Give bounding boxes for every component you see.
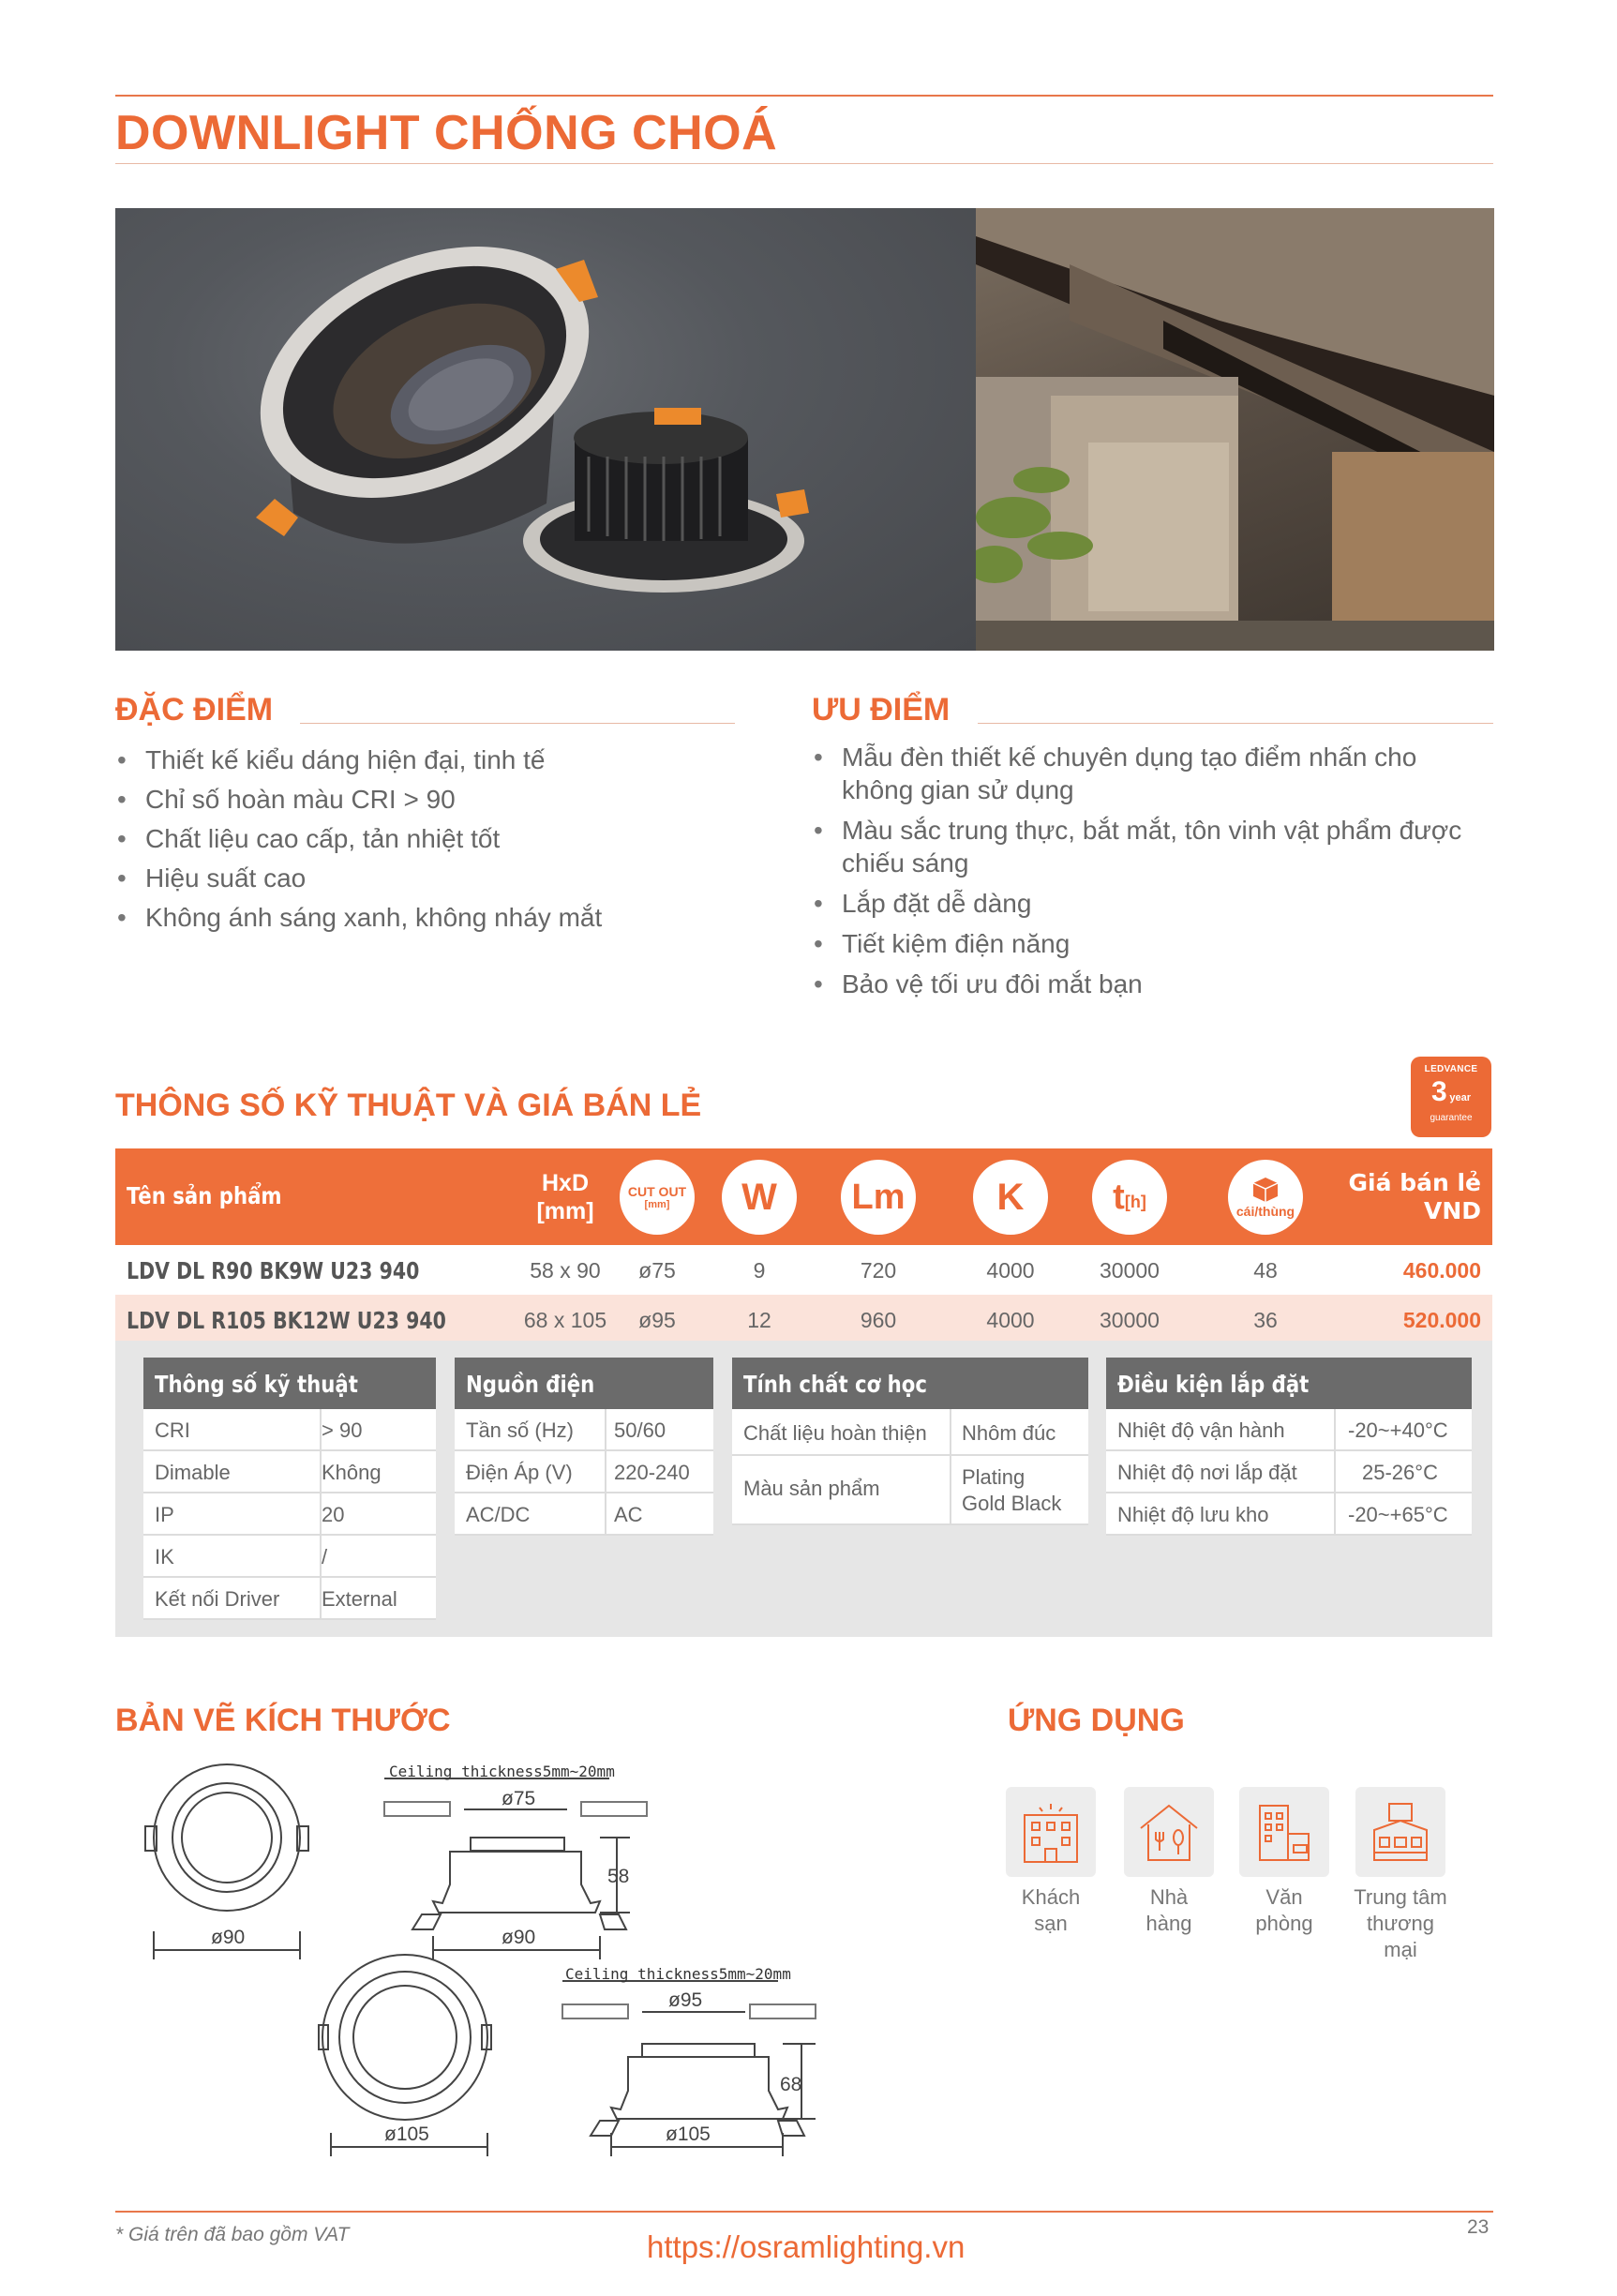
row-box: 48 bbox=[1253, 1258, 1278, 1283]
col-name: Tên sản phẩm bbox=[127, 1182, 282, 1209]
table-row: IP 20 bbox=[143, 1493, 436, 1536]
product-photo bbox=[115, 208, 976, 651]
guarantee-badge bbox=[1411, 1057, 1491, 1137]
mechanical-table bbox=[732, 1358, 1088, 1525]
list-item: • Không ánh sáng xanh, không nháy mắt bbox=[115, 898, 725, 938]
dim-h-2: 68 bbox=[780, 2074, 802, 2095]
row-kelvin: 4000 bbox=[986, 1258, 1035, 1283]
row-name: LDV DL R105 BK12W U23 940 bbox=[127, 1307, 446, 1334]
app-label-office: Văn phòng bbox=[1255, 1885, 1313, 1935]
install-heading: Điều kiện lắp đặt bbox=[1106, 1358, 1472, 1409]
advantages-list bbox=[812, 741, 1487, 1000]
table-row: Nhiệt độ vận hành -20~+40°C bbox=[1106, 1409, 1472, 1451]
website-link[interactable]: https://osramlighting.vn bbox=[647, 2229, 966, 2264]
advantages-heading: ƯU ĐIỂM bbox=[812, 692, 951, 728]
mechanical-heading: Tính chất cơ học bbox=[732, 1358, 1088, 1409]
tech-heading: Thông số kỹ thuật bbox=[143, 1358, 436, 1409]
list-item: • Màu sắc trung thực, bắt mắt, tôn vinh vật phẩm được chiếu sáng bbox=[812, 814, 1487, 879]
dim-base-1: ø90 bbox=[502, 1927, 536, 1948]
app-label-hotel: Khách sạn bbox=[1021, 1885, 1081, 1935]
table-row: Kết nối Driver External bbox=[143, 1578, 436, 1620]
row-box: 36 bbox=[1253, 1308, 1278, 1332]
kelvin-icon: K bbox=[973, 1160, 1048, 1235]
power-table bbox=[455, 1358, 713, 1536]
ceiling-label-1: Ceiling thickness5mm~20mm bbox=[389, 1763, 615, 1780]
box-icon: cái/thùng bbox=[1228, 1160, 1303, 1235]
restaurant-icon bbox=[1124, 1787, 1214, 1877]
mall-icon bbox=[1355, 1787, 1445, 1877]
row-kelvin: 4000 bbox=[986, 1308, 1035, 1332]
table-row: Tần số (Hz) 50/60 bbox=[455, 1409, 713, 1451]
row-life: 30000 bbox=[1100, 1308, 1160, 1332]
row-cutout: ø75 bbox=[638, 1258, 676, 1283]
dim-cut-2: ø95 bbox=[668, 1989, 703, 2011]
title-underline bbox=[115, 163, 1493, 164]
row-watt: 9 bbox=[753, 1258, 766, 1283]
specs-heading: THÔNG SỐ KỸ THUẬT VÀ GIÁ BÁN LẺ bbox=[115, 1088, 702, 1123]
watt-icon: W bbox=[722, 1160, 797, 1235]
spec-table-header bbox=[115, 1148, 1492, 1245]
badge-guarantee: guarantee bbox=[1430, 1113, 1473, 1123]
dimension-drawing bbox=[131, 1763, 825, 2175]
list-item: • Hiệu suất cao bbox=[115, 859, 725, 898]
col-price: Giá bán lẻ VND bbox=[1348, 1169, 1481, 1224]
list-item: • Tiết kiệm điện năng bbox=[812, 927, 1487, 960]
row-life: 30000 bbox=[1100, 1258, 1160, 1283]
row-lumen: 720 bbox=[860, 1258, 897, 1283]
office-icon bbox=[1239, 1787, 1329, 1877]
list-item: • Chất liệu cao cấp, tản nhiệt tốt bbox=[115, 819, 725, 859]
table-row bbox=[115, 1295, 1492, 1344]
table-row: AC/DC AC bbox=[455, 1493, 713, 1536]
list-item: • Chỉ số hoàn màu CRI > 90 bbox=[115, 780, 725, 819]
list-item: • Bảo vệ tối ưu đôi mắt bạn bbox=[812, 968, 1487, 1000]
table-row: IK / bbox=[143, 1536, 436, 1578]
features-heading: ĐẶC ĐIỂM bbox=[115, 692, 274, 728]
ceiling-label-2: Ceiling thickness5mm~20mm bbox=[565, 1965, 791, 1983]
dim-outer-1: ø90 bbox=[211, 1927, 246, 1948]
badge-brand: LEDVANCE bbox=[1424, 1064, 1478, 1074]
table-row: CRI > 90 bbox=[143, 1409, 436, 1451]
list-item: • Mẫu đèn thiết kế chuyên dụng tạo điểm nhấn cho không gian sử dụng bbox=[812, 741, 1487, 806]
page-number: 23 bbox=[1467, 2216, 1490, 2238]
interior-photo bbox=[976, 208, 1494, 651]
table-row bbox=[115, 1245, 1492, 1295]
dim-outer-2: ø105 bbox=[384, 2123, 429, 2145]
lumen-icon: Lm bbox=[841, 1160, 916, 1235]
page-title: DOWNLIGHT CHỐNG CHOÁ bbox=[115, 106, 778, 160]
row-name: LDV DL R90 BK9W U23 940 bbox=[127, 1257, 420, 1284]
list-item: • Thiết kế kiểu dáng hiện đại, tinh tế bbox=[115, 741, 725, 780]
tech-table bbox=[143, 1358, 436, 1620]
features-list bbox=[115, 741, 725, 938]
badge-year-word: year bbox=[1449, 1092, 1472, 1103]
lifetime-icon: t [h] bbox=[1092, 1160, 1167, 1235]
table-row: Nhiệt độ lưu kho -20~+65°C bbox=[1106, 1493, 1472, 1536]
row-watt: 12 bbox=[747, 1308, 771, 1332]
col-hxd: HxD [mm] bbox=[536, 1170, 594, 1224]
dim-base-2: ø105 bbox=[666, 2123, 711, 2145]
dim-h-1: 58 bbox=[607, 1866, 630, 1887]
row-price: 520.000 bbox=[1402, 1308, 1481, 1332]
table-row: Màu sản phẩm Plating Gold Black bbox=[732, 1456, 1088, 1525]
advantages-rule bbox=[978, 723, 1493, 724]
features-rule bbox=[300, 723, 735, 724]
hotel-icon bbox=[1006, 1787, 1096, 1877]
power-heading: Nguồn điện bbox=[455, 1358, 713, 1409]
drawing-heading: BẢN VẼ KÍCH THƯỚC bbox=[115, 1703, 451, 1738]
app-label-restaurant: Nhà hàng bbox=[1145, 1885, 1192, 1935]
install-table bbox=[1106, 1358, 1472, 1536]
list-item: • Lắp đặt dễ dàng bbox=[812, 887, 1487, 920]
dim-cut-1: ø75 bbox=[502, 1788, 536, 1809]
row-cutout: ø95 bbox=[638, 1308, 676, 1332]
application-heading: ỨNG DỤNG bbox=[1008, 1703, 1185, 1738]
badge-years: 3 bbox=[1430, 1076, 1447, 1107]
table-row: Nhiệt độ nơi lắp đặt 25-26°C bbox=[1106, 1451, 1472, 1493]
vat-note: * Giá trên đã bao gồm VAT bbox=[115, 2224, 350, 2245]
app-label-mall: Trung tâm thương mại bbox=[1354, 1885, 1447, 1961]
row-price: 460.000 bbox=[1402, 1258, 1481, 1283]
table-row: Chất liệu hoàn thiện Nhôm đúc bbox=[732, 1409, 1088, 1456]
row-hxd: 58 x 90 bbox=[530, 1258, 601, 1283]
table-row: Điện Áp (V) 220-240 bbox=[455, 1451, 713, 1493]
footer-rule bbox=[115, 2211, 1493, 2213]
top-rule bbox=[115, 95, 1493, 97]
cutout-icon: CUT OUT [mm] bbox=[620, 1160, 695, 1235]
row-lumen: 960 bbox=[860, 1308, 897, 1332]
row-hxd: 68 x 105 bbox=[523, 1308, 607, 1332]
table-row: Dimable Không bbox=[143, 1451, 436, 1493]
